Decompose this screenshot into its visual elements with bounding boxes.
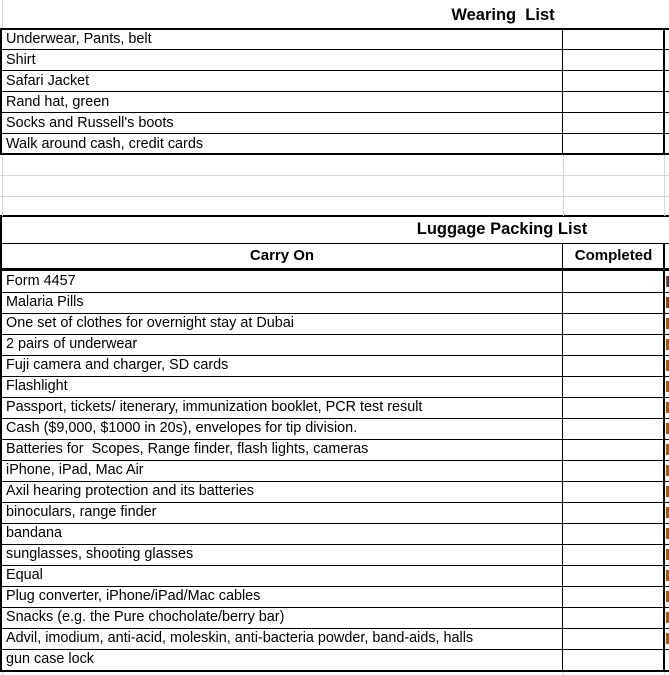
wearing-completed-cell[interactable] <box>564 50 662 71</box>
luggage-item-cell[interactable]: Axil hearing protection and its batteries <box>6 483 254 499</box>
luggage-completed-cell[interactable] <box>564 628 662 649</box>
luggage-item-cell[interactable]: Flashlight <box>6 378 68 394</box>
luggage-item-cell[interactable]: Passport, tickets/ itenerary, immunization booklet, PCR test result <box>6 399 423 415</box>
wearing-item-cell[interactable]: Safari Jacket <box>6 72 90 89</box>
luggage-item-cell[interactable]: sunglasses, shooting glasses <box>6 546 194 562</box>
wearing-completed-cell[interactable] <box>564 29 662 50</box>
sheet-gridline <box>2 0 3 27</box>
carry-on-header-cell[interactable]: Carry On <box>249 247 315 264</box>
edge-text-sliver <box>666 528 669 539</box>
luggage-completed-cell[interactable] <box>564 460 662 481</box>
edge-text-sliver <box>666 465 669 476</box>
sheet-gridline <box>2 155 3 216</box>
edge-text-sliver <box>666 549 669 560</box>
luggage-item-cell[interactable]: Malaria Pills <box>6 294 84 310</box>
luggage-completed-cell[interactable] <box>564 481 662 502</box>
edge-text-sliver <box>666 381 669 392</box>
wearing-table-right-border <box>663 29 665 154</box>
luggage-completed-cell[interactable] <box>564 502 662 523</box>
edge-text-sliver <box>666 612 669 623</box>
completed-header-cell[interactable]: Completed <box>574 247 653 264</box>
luggage-completed-cell[interactable] <box>564 439 662 460</box>
luggage-table-bottom-border <box>0 670 669 672</box>
edge-text-sliver <box>666 633 669 644</box>
edge-text-sliver <box>666 297 669 308</box>
sheet-gridline <box>664 155 665 216</box>
luggage-item-cell[interactable]: Cash ($9,000, $1000 in 20s), envelopes for tip division. <box>6 420 358 436</box>
luggage-item-cell[interactable]: gun case lock <box>6 651 94 667</box>
luggage-item-cell[interactable]: iPhone, iPad, Mac Air <box>6 462 144 478</box>
wearing-completed-cell[interactable] <box>564 92 662 113</box>
sheet-gridline <box>563 155 564 216</box>
wearing-item-cell[interactable]: Walk around cash, credit cards <box>6 135 204 152</box>
luggage-item-cell[interactable]: bandana <box>6 525 63 541</box>
edge-text-sliver <box>666 444 669 455</box>
luggage-completed-cell[interactable] <box>564 313 662 334</box>
luggage-item-cell[interactable]: Batteries for Scopes, Range finder, flash lights, cameras <box>6 441 369 457</box>
luggage-completed-cell[interactable] <box>564 334 662 355</box>
luggage-completed-cell[interactable] <box>564 649 662 670</box>
wearing-item-cell[interactable]: Socks and Russell's boots <box>6 114 174 131</box>
luggage-item-cell[interactable]: 2 pairs of underwear <box>6 336 138 352</box>
wearing-item-cell[interactable]: Shirt <box>6 51 36 68</box>
wearing-item-cell[interactable]: Rand hat, green <box>6 93 110 110</box>
edge-text-sliver <box>666 402 669 413</box>
wearing-completed-cell[interactable] <box>564 71 662 92</box>
sheet-gridline <box>0 175 669 176</box>
luggage-table-right-border <box>663 244 665 671</box>
edge-text-sliver <box>666 507 669 518</box>
luggage-table-top-border <box>0 215 669 217</box>
luggage-item-cell[interactable]: Advil, imodium, anti-acid, moleskin, anti-bacteria powder, band-aids, halls <box>6 630 474 646</box>
edge-text-sliver <box>666 339 669 350</box>
luggage-completed-cell[interactable] <box>564 523 662 544</box>
luggage-title-bottom-border <box>0 243 669 244</box>
wearing-completed-cell[interactable] <box>564 134 662 155</box>
luggage-item-cell[interactable]: Form 4457 <box>6 273 76 289</box>
edge-text-sliver <box>666 423 669 434</box>
edge-text-sliver <box>666 318 669 329</box>
luggage-completed-cell[interactable] <box>564 292 662 313</box>
luggage-completed-cell[interactable] <box>564 544 662 565</box>
luggage-completed-cell[interactable] <box>564 607 662 628</box>
edge-text-sliver <box>666 570 669 581</box>
edge-text-sliver <box>666 360 669 371</box>
luggage-completed-cell[interactable] <box>564 376 662 397</box>
luggage-completed-cell[interactable] <box>564 271 662 292</box>
luggage-item-cell[interactable]: Snacks (e.g. the Pure chocholate/berry bar) <box>6 609 285 625</box>
luggage-completed-cell[interactable] <box>564 355 662 376</box>
luggage-completed-cell[interactable] <box>564 418 662 439</box>
edge-text-sliver <box>666 591 669 602</box>
edge-text-sliver <box>666 486 669 497</box>
sheet-gridline <box>0 196 669 197</box>
wearing-completed-cell[interactable] <box>564 113 662 134</box>
luggage-completed-cell[interactable] <box>564 397 662 418</box>
luggage-list-title: Luggage Packing List <box>416 220 588 238</box>
luggage-item-cell[interactable]: One set of clothes for overnight stay at Dubai <box>6 315 294 331</box>
edge-text-sliver <box>666 276 669 287</box>
luggage-item-cell[interactable]: Fuji camera and charger, SD cards <box>6 357 229 373</box>
luggage-completed-cell[interactable] <box>564 565 662 586</box>
luggage-item-cell[interactable]: Equal <box>6 567 43 583</box>
luggage-item-cell[interactable]: binoculars, range finder <box>6 504 157 520</box>
luggage-item-cell[interactable]: Plug converter, iPhone/iPad/Mac cables <box>6 588 261 604</box>
wearing-item-cell[interactable]: Underwear, Pants, belt <box>6 30 152 47</box>
wearing-list-title: Wearing List <box>451 6 555 24</box>
luggage-completed-cell[interactable] <box>564 586 662 607</box>
